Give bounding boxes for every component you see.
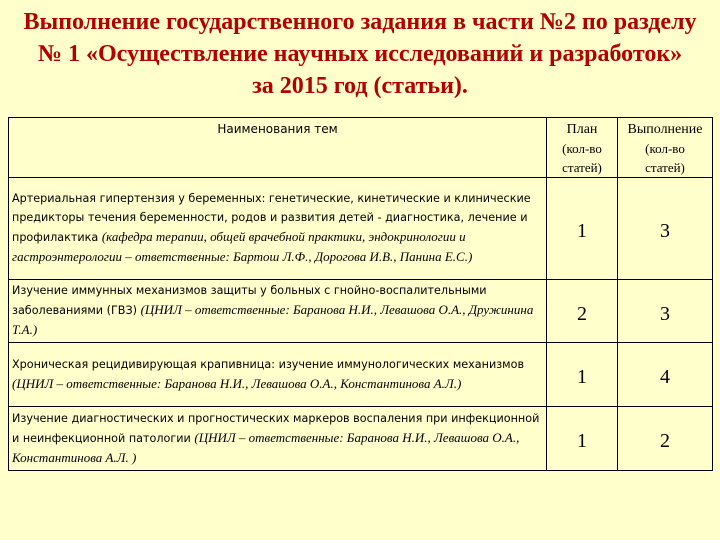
table-row	[9, 178, 713, 280]
done-value: 3	[618, 280, 713, 343]
header-topic-names: Наименования тем	[9, 118, 547, 178]
plan-value: 1	[547, 407, 618, 471]
title-line-1: Выполнение государственного задания в части №2 по разделу	[23, 9, 697, 35]
topic-cell	[9, 407, 547, 471]
topic-cell	[9, 343, 547, 407]
topic-title: Изучение иммунных механизмов защиты у больных с гнойно-воспалительными заболеваниями (ГВЗ)	[12, 284, 487, 317]
topic-title: Изучение диагностических и прогностических маркеров воспаления при инфекционной и неинфекционной патологии	[12, 411, 540, 445]
topic-title: Артериальная гипертензия у беременных: генетические, кинетические и клинические предикторы течения беременности, родов и развития детей - диагностика, лечение и профилактика	[12, 192, 531, 244]
table-row	[9, 343, 713, 407]
topic-cell	[9, 178, 547, 280]
plan-value: 1	[547, 343, 618, 407]
plan-value: 1	[547, 178, 618, 280]
table-header-row	[9, 118, 713, 178]
header-plan: План (кол-во статей)	[547, 118, 618, 178]
topic-responsible: (ЦНИЛ – ответственные: Баранова Н.И., Левашова О.А., Константинова А.Л.)	[12, 375, 462, 391]
page-title	[8, 6, 712, 102]
topic-cell	[9, 280, 547, 343]
topic-title: Хроническая рецидивирующая крапивница: изучение иммунологических механизмов	[12, 357, 525, 371]
table-row	[9, 280, 713, 343]
topic-responsible: (кафедра терапии, общей врачебной практики, эндокринологии и гастроэнтерологии – ответственные: Бартош Л.Ф., Дорогова И.В., Панина Е.С.)	[12, 229, 473, 264]
plan-value: 2	[547, 280, 618, 343]
topics-table	[8, 117, 713, 471]
header-done: Выполнение (кол-во статей)	[618, 118, 713, 178]
title-line-3: за 2015 год (статьи).	[252, 73, 468, 99]
done-value: 4	[618, 343, 713, 407]
topic-responsible: (ЦНИЛ – ответственные: Баранова Н.И., Левашова О.А., Дружинина Т.А.)	[12, 302, 534, 337]
table-row	[9, 407, 713, 471]
title-line-2: № 1 «Осуществление научных исследований и разработок»	[37, 41, 683, 67]
done-value: 2	[618, 407, 713, 471]
topic-responsible: (ЦНИЛ – ответственные: Баранова Н.И., Левашова О.А., Константинова А.Л. )	[12, 429, 520, 465]
done-value: 3	[618, 178, 713, 280]
